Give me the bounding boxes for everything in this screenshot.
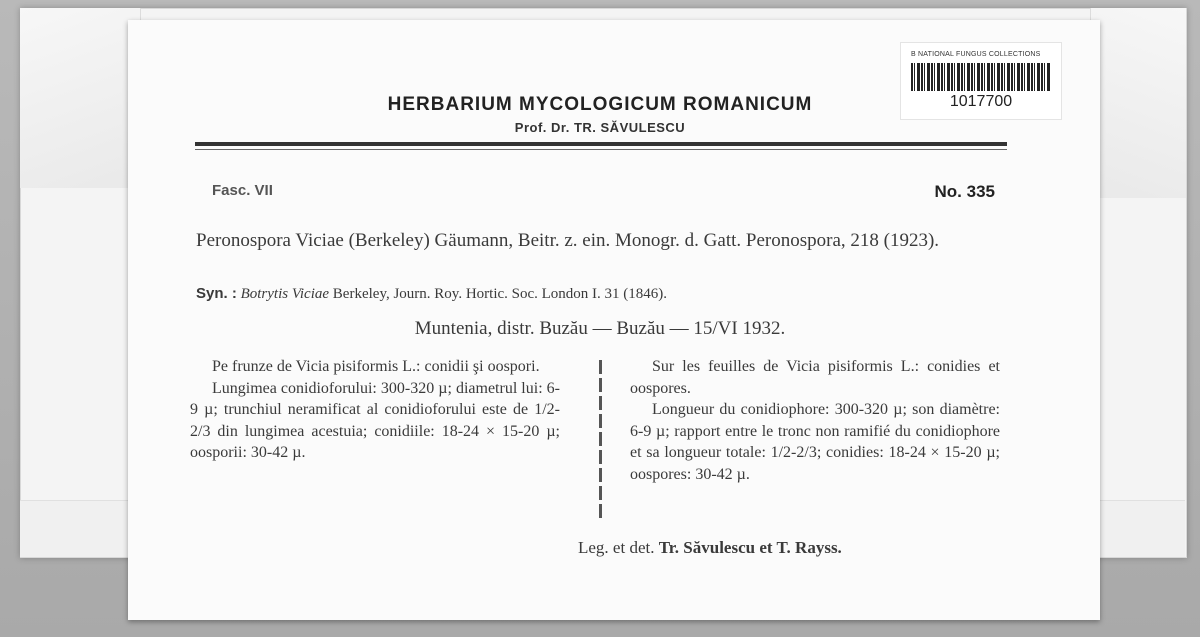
- romanian-measurements: Lungimea conidioforului: 300-320 µ; diametrul lui: 6-9 µ; trunchiul neramificat al conidioforului este de 1/2-2/3 din lungimea acestuia; conidiile: 18-24 × 15-20 µ; oosporii: 30-42 µ.: [190, 379, 560, 461]
- envelope-flap-right: [1090, 8, 1186, 198]
- taxon-name: Peronospora Viciae (Berkeley) Gäumann, Beitr. z. ein. Monogr. d. Gatt. Peronospora, 218 (1923).: [196, 230, 940, 251]
- specimen-number: No. 335: [934, 182, 995, 201]
- column-divider: [599, 360, 602, 522]
- barcode-number: 1017700: [949, 93, 1013, 110]
- fascicle-number: Fasc. VII: [212, 182, 273, 199]
- label-title: HERBARIUM MYCOLOGICUM ROMANICUM: [387, 94, 813, 115]
- synonym-line: [196, 285, 1004, 303]
- synonym-genus: Botrytis Viciae: [240, 286, 330, 302]
- collector-prefix: Leg. et det.: [578, 538, 655, 557]
- french-measurements: Longueur du conidiophore: 300-320 µ; son diamètre: 6-9 µ; rapport entre le tronc non ramifié du conidiophore et sa longueur totale: 1/2-2/3; conidies: 18-24 × 15-20 µ; oospores: 30-42 µ.: [630, 401, 1000, 483]
- envelope-flap-left: [20, 8, 141, 188]
- collector-authors: Tr. Săvulescu et T. Rayss.: [658, 538, 842, 557]
- synonym-citation: Berkeley, Journ. Roy. Hortic. Soc. London I. 31 (1846).: [332, 286, 668, 302]
- romanian-host: Pe frunze de Vicia pisiformis L.: conidii şi oospori.: [212, 358, 540, 375]
- barcode-header: B NATIONAL FUNGUS COLLECTIONS: [911, 51, 1041, 58]
- french-host: Sur les feuilles de Vicia pisiformis L.: conidies et oospores.: [630, 358, 1000, 397]
- description-french: [630, 356, 1000, 485]
- label-subtitle: Prof. Dr. TR. SĂVULESCU: [514, 120, 686, 135]
- collector-line: [578, 538, 842, 558]
- header-rule-thin: [195, 149, 1007, 150]
- description-romanian: [190, 356, 560, 464]
- barcode-bars: [911, 63, 1051, 91]
- header-rule-thick: [195, 142, 1007, 146]
- locality-date: Muntenia, distr. Buzău — Buzău — 15/VI 1932.: [414, 318, 786, 339]
- synonym-label: Syn. :: [196, 285, 237, 302]
